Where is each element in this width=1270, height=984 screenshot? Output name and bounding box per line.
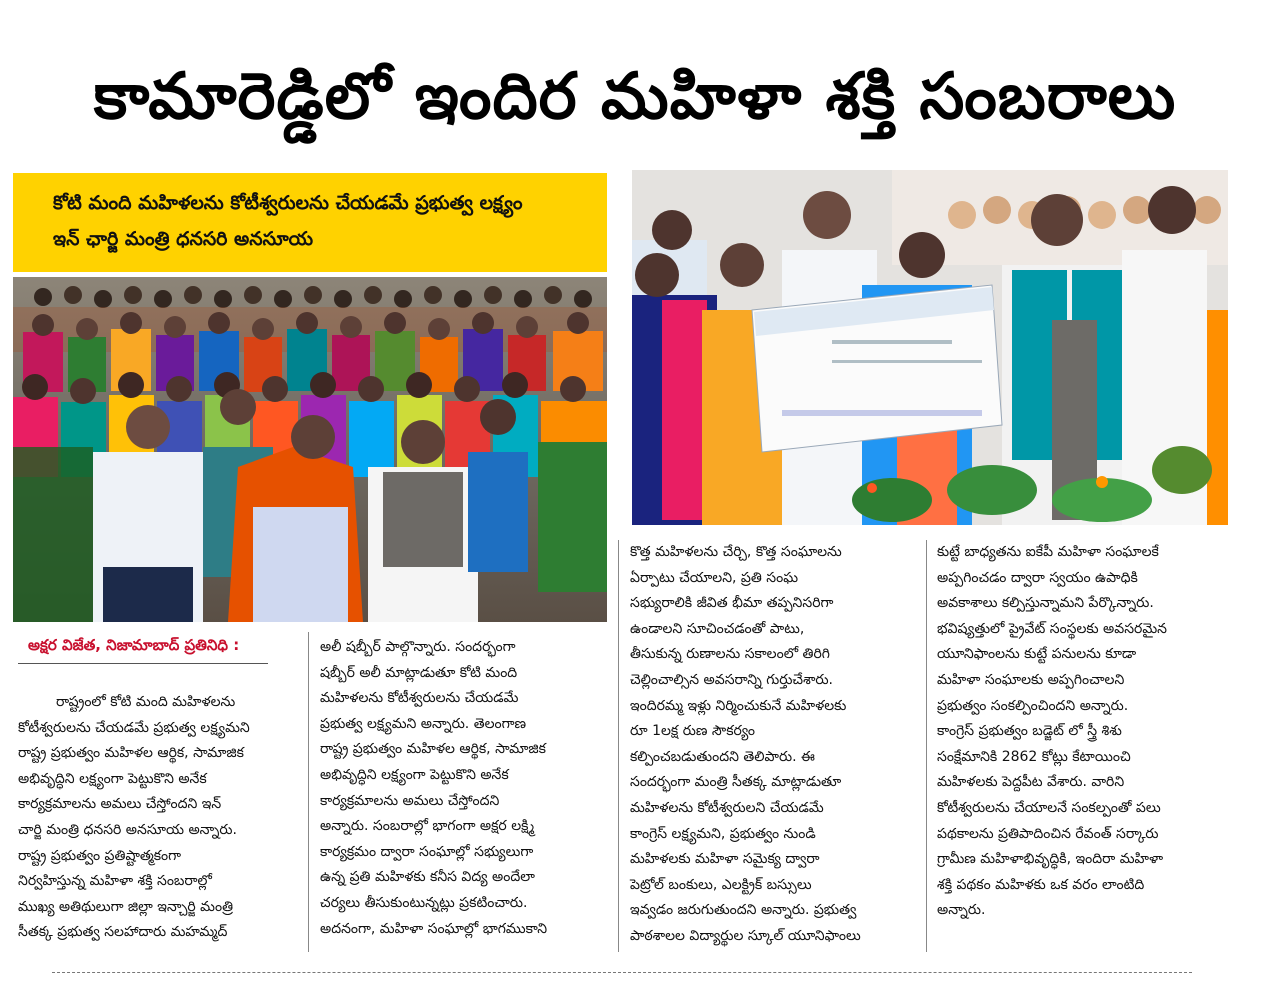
column-line: మహిళా సంఘాలకు అప్పగించాలని [937,671,1125,688]
column-line: సభ్యురాలికి జీవిత భీమా తప్పనిసరిగా [630,595,834,612]
column-line: ప్రభుత్వ లక్ష్యమని అన్నారు. తెలంగాణ [320,715,527,732]
column-line: చెల్లించాల్సిన అవసరాన్ని గుర్తుచేశారు. [630,671,834,688]
column-line: రాష్ట్ర ప్రభుత్వం ప్రతిష్టాత్మకంగా [18,847,182,864]
column-line: ప్రభుత్వం సంకల్పించిందని అన్నారు. [937,697,1129,714]
column-line: ముఖ్య అతిథులుగా జిల్లా ఇన్చార్జి మంత్రి [18,898,234,915]
column-line: భవిష్యత్తులో ప్రైవేట్ సంస్థలకు అవసరమైన [937,620,1167,637]
column-line: అభివృద్ధిని లక్ష్యంగా పెట్టుకొని అనేక [320,766,509,783]
column-divider [926,540,927,952]
column-line: తీసుకున్న రుణాలను సకాలంలో తిరిగి [630,646,830,663]
column-line: రూ 1లక్ష రుణ సౌకర్యం [630,723,756,740]
event-audience-photo [13,277,607,622]
subhead-box [13,173,607,272]
column-line: నిర్వహిస్తున్న మహిళా శక్తి సంబరాల్లో [18,873,212,890]
column-line: మహిళలకు మహిళా సమైక్య ద్వారా [630,851,820,868]
headline: కామారెడ్డిలో ఇందిర మహిళా శక్తి సంబరాలు [93,60,1177,134]
column-line: మహిళలకు పెద్దపీట వేశారు. వారిని [937,774,1125,791]
column-line: కుట్టే బాధ్యతను ఐకేపీ మహిళా సంఘాలకే [937,544,1159,560]
column-line: అవకాశాలు కల్పిస్తున్నామని పేర్కొన్నారు. [937,595,1154,612]
column-line: చార్జి మంత్రి ధనసరి అనసూయ అన్నారు. [18,821,237,838]
article-column-2 [320,635,605,942]
column-line: కల్పించబడుతుందని తెలిపారు. ఈ [630,748,815,765]
cheque-presentation-photo [632,170,1228,525]
byline: అక్షర విజేత, నిజామాబాద్ ప్రతినిధి : [28,636,240,654]
column-line: కార్యక్రమాలను అమలు చేస్తోందని [320,792,500,809]
column-line: సంక్షేమానికి 2862 కోట్లు కేటాయించి [937,748,1131,765]
column-line: పథకాలను ప్రతిపాదించిన రేవంత్ సర్కారు [937,825,1159,842]
column-line: ఉన్న ప్రతి మహిళకు కనీస విద్య అందేలా [320,869,535,886]
column-line: రాష్ట్ర ప్రభుత్వం మహిళల ఆర్థిక, సామాజిక [18,745,244,762]
column-line: కోటీశ్వరులను చేయడమే ప్రభుత్వ లక్ష్యమని [18,719,250,736]
column-line: మహిళలను కోటీశ్వరులను చేయడమే [320,690,519,707]
column-line: అలీ షబ్బీర్ పాల్గొన్నారు. సందర్భంగా [320,639,516,655]
bottom-divider [52,972,1192,973]
column-line: రాష్ట్ర ప్రభుత్వం మహిళల ఆర్థిక, సామాజిక [320,741,546,758]
column-line: రాష్ట్రంలో కోటి మంది మహిళలను [56,694,236,710]
article-column-1 [18,690,303,946]
subhead-line-2: ఇన్ ఛార్జి మంత్రి ధనసరి అనసూయ [53,228,314,250]
column-line: అన్నారు. సంబరాల్లో భాగంగా అక్షర లక్ష్మి [320,818,535,835]
column-line: సందర్భంగా మంత్రి సీతక్క మాట్లాడుతూ [630,774,842,791]
column-line: కాంగ్రెస్ ప్రభుత్వం బడ్జెట్ లో స్త్రీ శిశు [937,723,1122,740]
column-line: గ్రామీణ మహిళాభివృద్ధికి, ఇందిరా మహిళా [937,851,1164,868]
column-line: పెట్రోల్ బంకులు, ఎలక్ట్రిక్ బస్సులు [630,876,812,893]
column-line: ఇవ్వడం జరుగుతుందని అన్నారు. ప్రభుత్వ [630,902,857,919]
column-divider [308,632,309,952]
column-line: అన్నారు. [937,902,986,919]
column-line: ఏర్పాటు చేయాలని, ప్రతి సంఘ [630,569,799,586]
column-line: ఉండాలని సూచించడంతో పాటు, [630,620,805,637]
column-line: కోటీశ్వరులను చేయాలనే సంకల్పంతో పలు [937,799,1161,816]
column-line: మహిళలను కోటీశ్వరులని చేయడమే [630,799,824,816]
subhead-line-1: కోటి మంది మహిళలను కోటీశ్వరులను చేయడమే ప్రభుత్వ లక్ష్యం [53,192,523,214]
column-line: అప్పగించడం ద్వారా స్వయం ఉపాధికి [937,569,1138,586]
byline-divider [18,663,268,664]
article-column-3 [630,540,920,950]
column-line: కొత్త మహిళలను చేర్చి, కొత్త సంఘాలను [630,544,842,560]
column-line: కార్యక్రమాలను అమలు చేస్తోందని ఇన్ [18,796,222,813]
column-line: షబ్బీర్ అలీ మాట్లాడుతూ కోటి మంది [320,664,518,681]
column-line: యూనిఫాంలను కుట్టే పనులను కూడా [937,646,1137,663]
column-divider [618,540,619,952]
column-line: సీతక్క ప్రభుత్వ సలహాదారు మహమ్మద్ [18,924,228,941]
column-line: పాఠశాలల విద్యార్థుల స్కూల్ యూనిఫాంలు [630,927,861,944]
column-line: అదనంగా, మహిళా సంఘాల్లో భాగముకాని [320,920,548,937]
column-line: శక్తి పథకం మహిళకు ఒక వరం లాంటిది [937,876,1145,893]
column-line: అభివృద్ధిని లక్ష్యంగా పెట్టుకొని అనేక [18,770,207,787]
article-column-4 [937,540,1237,924]
column-line: కార్యక్రమం ద్వారా సంఘాల్లో సభ్యులుగా [320,843,534,860]
column-line: చర్యలు తీసుకుంటున్నట్లు ప్రకటించారు. [320,894,528,911]
column-line: కాంగ్రెస్ లక్ష్యమని, ప్రభుత్వం నుండి [630,825,816,842]
column-line: ఇందిరమ్మ ఇళ్లు నిర్మించుకునే మహిళలకు [630,697,847,714]
